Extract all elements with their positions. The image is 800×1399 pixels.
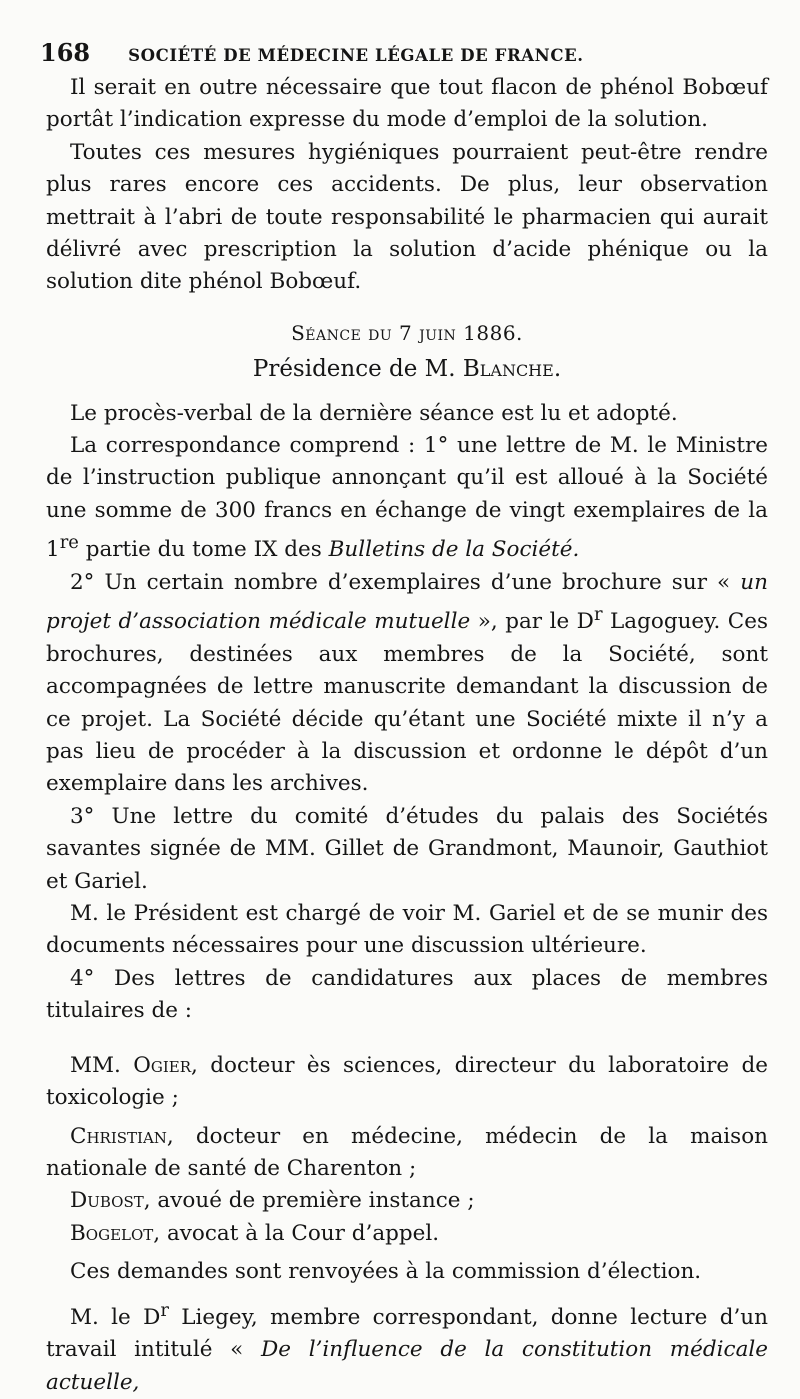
page-number: 168 [40,38,91,67]
paragraph-phenol-flacon: Il serait en outre nécessaire que tout flacon de phénol Bobœuf portât l’indication expresse du mode d’emploi de la solution. [46,75,768,133]
candidate-name: Bogelot [70,1220,154,1246]
item2-text: 2° Un certain nombre d’exemplaires d’une brochure sur « [70,569,741,595]
candidate-name: Christian [70,1123,167,1149]
candidate-entry [46,1050,768,1115]
correspondance-superscript: re [59,532,79,554]
candidate-description: , docteur en médecine, médecin de la maison nationale de santé de Charenton ; [46,1123,768,1181]
candidate-description: , avoué de première instance ; [143,1188,475,1214]
correspondance-text: La correspondance comprend : 1° une lettre de M. le Ministre de l’instruction publique annonçant qu’il est alloué à la Société une somme de 300 francs en échange de vingt exemplaires de la 1 [46,433,768,563]
paragraph-hygiene-measures: Toutes ces mesures hygiéniques pourraient peut-être rendre plus rares encore ces accidents. De plus, leur observation mettrait à l’abri de toute responsabilité le pharmacien qui aurait délivré avec prescription la solution d’acide phénique ou la solution dite phénol Bobœuf. [46,139,768,295]
item2-text-2: », par le D [470,609,594,635]
paragraph-president-note: M. le Président est chargé de voir M. Gariel et de se munir des documents nécessaires pour une discussion ultérieure. [46,901,768,959]
running-head: SOCIÉTÉ DE MÉDECINE LÉGALE DE FRANCE. [128,46,584,65]
page-header [40,38,770,67]
liegey-text: M. le D [70,1304,161,1330]
candidate-entry [46,1121,768,1186]
paragraph-item-3: 3° Une lettre du comité d’études du palais des Sociétés savantes signée de MM. Gillet de Grandmont, Maunoir, Gauthiot et Gariel. [46,803,768,894]
candidate-entry [46,1218,768,1250]
spacer [46,1028,768,1050]
doctor-superscript: r [160,1299,169,1321]
paragraph-item-4: 4° Des lettres de candidatures aux places de membres titulaires de : [46,965,768,1024]
brochure-title: un projet d’association médicale mutuelle [46,569,768,635]
candidate-entry [46,1185,768,1217]
paragraph-liegey [46,1295,768,1399]
bulletins-title: Bulletins de la Société. [328,537,580,563]
doctor-superscript: r [593,604,603,626]
presidence-heading [46,353,768,385]
liegey-text-2: Liegey, membre correspondant, donne lecture d’un travail intitulé « [46,1304,768,1363]
candidate-name: Dubost [70,1188,144,1214]
president-name: Blanche. [462,356,562,383]
paragraph-item-2 [46,567,768,801]
session-heading: Séance du 7 juin 1886. [291,320,523,345]
paragraph-correspondance [46,430,768,567]
candidate-description: , docteur ès sciences, directeur du laboratoire de toxicologie ; [46,1052,769,1111]
candidate-name: Ogier [133,1052,192,1078]
presidence-prefix: Présidence de M. [252,356,463,383]
paragraph-renvoi: Ces demandes sont renvoyées à la commission d’élection. [70,1259,702,1285]
page-body [46,72,768,1399]
candidate-description: , avocat à la Cour d’appel. [153,1220,440,1246]
candidate-prefix: MM. [70,1052,134,1078]
liegey-work-title: De l’influence de la constitution médicale actuelle, [46,1337,769,1395]
paragraph-proces-verbal: Le procès-verbal de la dernière séance est lu et adopté. [70,400,678,426]
item2-text-3: Lagoguey. Ces brochures, destinées aux membres de la Société, sont accompagnées de lettre manuscrite demandant la discussion de ce projet. La Société décide qu’étant une Société mixte il n’y a pas lieu de procéder à la discussion et ordonne le dépôt d’un exemplaire dans les archives. [46,609,769,797]
correspondance-text-2: partie du tome IX des [78,537,329,563]
